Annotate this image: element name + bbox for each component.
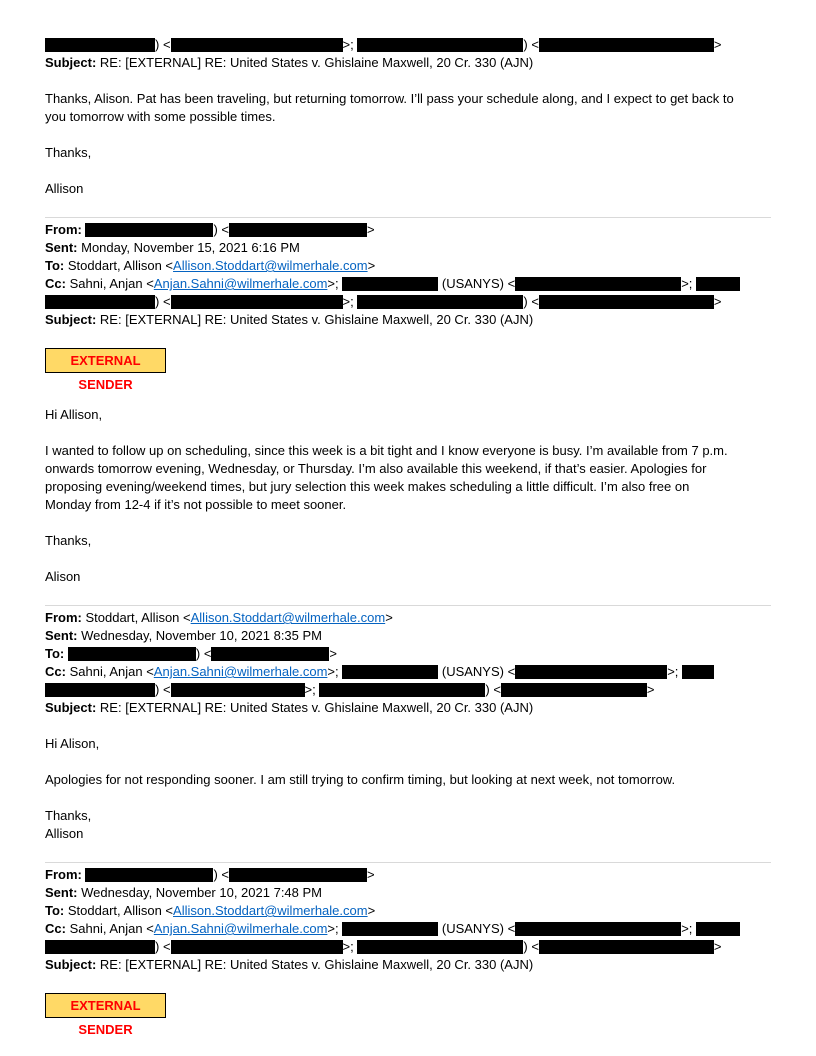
- body-line: Thanks, Alison. Pat has been traveling, but returning tomorrow. I’ll pass your schedule along, and I expect to get back to: [45, 91, 734, 106]
- closing-text: Thanks,: [45, 533, 92, 548]
- to-line: To: Stoddart, Allison <Allison.Stoddart@wilmerhale.com>: [45, 903, 376, 918]
- redaction-bar: [229, 868, 367, 882]
- greeting-text: Hi Allison,: [45, 407, 103, 422]
- to-name: Stoddart, Allison <: [67, 258, 174, 273]
- redaction-bar: [319, 683, 485, 697]
- sent-line: [45, 240, 300, 258]
- from-label: From:: [45, 867, 82, 882]
- cc-name: Sahni, Anjan <: [69, 921, 154, 936]
- cc-label: Cc:: [45, 276, 66, 291]
- cc-email-link[interactable]: Anjan.Sahni@wilmerhale.com: [153, 921, 328, 936]
- cc-continuation-line: ) < >; ) < >: [45, 682, 655, 700]
- cc-line: Cc: Sahni, Anjan <Anjan.Sahni@wilmerhale.com>; (USANYS) < >;: [45, 276, 740, 294]
- to-label: To:: [45, 903, 65, 918]
- sent-date: Monday, November 15, 2021 6:16 PM: [81, 240, 300, 255]
- redaction-bar: [539, 295, 714, 309]
- redaction-bar: [515, 277, 681, 291]
- redaction-bar: [171, 38, 343, 52]
- to-line: To: ) < >: [45, 646, 338, 661]
- sent-line: [45, 885, 322, 903]
- subject-label: Subject:: [45, 312, 97, 327]
- redaction-bar: [171, 683, 305, 697]
- sent-line: [45, 628, 322, 646]
- closing-text: Thanks,: [45, 145, 92, 160]
- sent-date: Wednesday, November 10, 2021 8:35 PM: [81, 628, 323, 643]
- from-line: From: ) < >: [45, 222, 375, 237]
- redaction-bar: [85, 223, 213, 237]
- redaction-bar: [357, 38, 523, 52]
- cc-line: Cc: Sahni, Anjan <Anjan.Sahni@wilmerhale.com>; (USANYS) < >;: [45, 664, 714, 682]
- usanys-text: (USANYS): [441, 921, 504, 936]
- redaction-bar: [45, 683, 155, 697]
- redaction-bar: [696, 277, 740, 291]
- redaction-bar: [342, 277, 438, 291]
- to-label: To:: [45, 258, 65, 273]
- body-line: Monday from 12-4 if it’s not possible to meet sooner.: [45, 497, 347, 512]
- redaction-bar: [171, 295, 343, 309]
- redaction-bar: [357, 295, 523, 309]
- subject-text: RE: [EXTERNAL] RE: United States v. Ghislaine Maxwell, 20 Cr. 330 (AJN): [99, 700, 534, 715]
- to-line: To: Stoddart, Allison <Allison.Stoddart@wilmerhale.com>: [45, 258, 376, 273]
- redaction-bar: [45, 38, 155, 52]
- redaction-bar: [501, 683, 647, 697]
- redaction-bar: [171, 940, 343, 954]
- redaction-bar: [682, 665, 714, 679]
- body-line: you tomorrow with some possible times.: [45, 109, 276, 124]
- sent-label: Sent:: [45, 628, 78, 643]
- from-line: From: Stoddart, Allison <Allison.Stoddart@wilmerhale.com>: [45, 610, 393, 625]
- external-sender-badge: EXTERNAL SENDER: [45, 348, 166, 373]
- from-line: From: ) < >: [45, 867, 375, 882]
- sent-label: Sent:: [45, 885, 78, 900]
- body-line: Apologies for not responding sooner. I am still trying to confirm timing, but looking at next week, not tomorrow.: [45, 772, 676, 787]
- redaction-bar: [229, 223, 367, 237]
- redaction-bar: [696, 922, 740, 936]
- redaction-bar: [68, 647, 196, 661]
- message-divider: [45, 605, 771, 606]
- cc-continuation-line: ) < >; ) < >: [45, 294, 722, 312]
- subject-text: RE: [EXTERNAL] RE: United States v. Ghislaine Maxwell, 20 Cr. 330 (AJN): [99, 957, 534, 972]
- signature-text: Allison: [45, 826, 84, 841]
- to-label: To:: [45, 646, 65, 661]
- to-email-link[interactable]: Allison.Stoddart@wilmerhale.com: [173, 258, 368, 273]
- subject-line: [45, 55, 533, 73]
- subject-line: [45, 312, 533, 330]
- sent-date: Wednesday, November 10, 2021 7:48 PM: [81, 885, 323, 900]
- redaction-bar: [515, 665, 667, 679]
- body-line: proposing evening/weekend times, but jury selection this week makes scheduling a little difficult. I’m also free on: [45, 479, 690, 494]
- subject-label: Subject:: [45, 55, 97, 70]
- subject-text: RE: [EXTERNAL] RE: United States v. Ghislaine Maxwell, 20 Cr. 330 (AJN): [99, 55, 534, 70]
- message-divider: [45, 217, 771, 218]
- from-name: Stoddart, Allison <: [85, 610, 191, 625]
- subject-text: RE: [EXTERNAL] RE: United States v. Ghislaine Maxwell, 20 Cr. 330 (AJN): [99, 312, 534, 327]
- redaction-bar: [539, 940, 714, 954]
- header-continuation-line: ) < >; ) < >: [45, 37, 722, 55]
- redaction-bar: [85, 868, 213, 882]
- subject-line: [45, 957, 533, 975]
- cc-label: Cc:: [45, 664, 66, 679]
- greeting-text: Hi Alison,: [45, 736, 100, 751]
- redaction-bar: [357, 940, 523, 954]
- signature-text: Allison: [45, 181, 84, 196]
- redaction-bar: [45, 940, 155, 954]
- message-divider: [45, 862, 771, 863]
- body-line: I wanted to follow up on scheduling, since this week is a bit tight and I know everyone is busy. I’m available from 7 p.m.: [45, 443, 728, 458]
- cc-email-link[interactable]: Anjan.Sahni@wilmerhale.com: [153, 276, 328, 291]
- usanys-text: (USANYS): [441, 276, 504, 291]
- body-line: onwards tomorrow evening, Wednesday, or Thursday. I’m also available this weekend, if that’s easier. Apologies for: [45, 461, 707, 476]
- sent-label: Sent:: [45, 240, 78, 255]
- redaction-bar: [515, 922, 681, 936]
- redaction-bar: [539, 38, 714, 52]
- cc-email-link[interactable]: Anjan.Sahni@wilmerhale.com: [153, 664, 328, 679]
- closing-text: Thanks,: [45, 808, 92, 823]
- to-name: Stoddart, Allison <: [67, 903, 174, 918]
- from-email-link[interactable]: Allison.Stoddart@wilmerhale.com: [190, 610, 386, 625]
- cc-name: Sahni, Anjan <: [69, 664, 154, 679]
- cc-name: Sahni, Anjan <: [69, 276, 154, 291]
- usanys-text: (USANYS): [441, 664, 504, 679]
- cc-continuation-line: ) < >; ) < >: [45, 939, 722, 957]
- subject-label: Subject:: [45, 700, 97, 715]
- redaction-bar: [342, 665, 438, 679]
- from-label: From:: [45, 222, 82, 237]
- signature-text: Alison: [45, 569, 81, 584]
- to-email-link[interactable]: Allison.Stoddart@wilmerhale.com: [173, 903, 368, 918]
- redaction-bar: [45, 295, 155, 309]
- external-sender-badge: EXTERNAL SENDER: [45, 993, 166, 1018]
- redaction-bar: [211, 647, 329, 661]
- cc-label: Cc:: [45, 921, 66, 936]
- subject-line: [45, 700, 533, 718]
- subject-label: Subject:: [45, 957, 97, 972]
- from-label: From:: [45, 610, 82, 625]
- cc-line: Cc: Sahni, Anjan <Anjan.Sahni@wilmerhale.com>; (USANYS) < >;: [45, 921, 740, 939]
- redaction-bar: [342, 922, 438, 936]
